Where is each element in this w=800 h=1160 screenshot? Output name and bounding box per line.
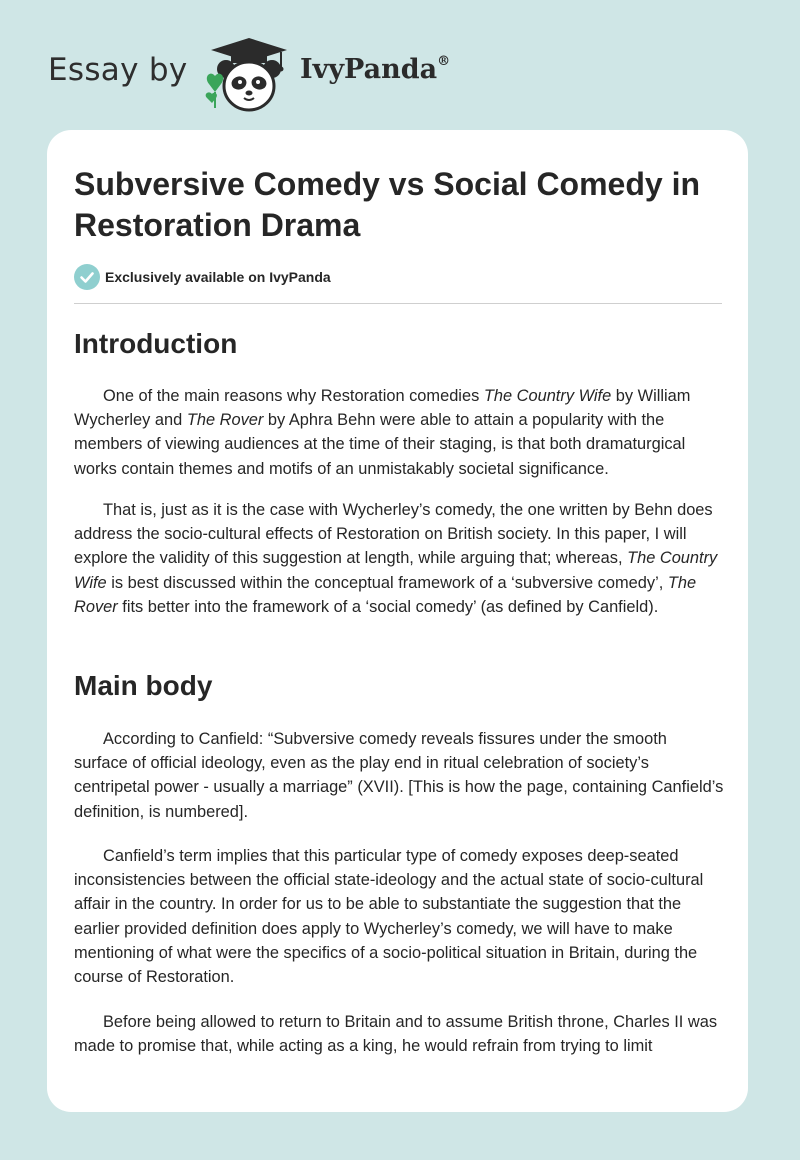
text-run: According to Canfield: “Subversive comedy reveals fissures under the smooth surface of official ideology, even as the play end in ritual celebration of society’s centripetal power - usually a marriage” (XVII). [This is how the page, containing Canfield’s definition, is numbered]. [74,730,724,821]
registered-mark: ® [437,54,451,69]
text-run: One of the main reasons why Restoration comedies [103,387,484,405]
paragraph [74,727,724,824]
work-title: The Country Wife [483,387,612,405]
site-header [48,36,608,116]
work-title: The Country Wife [74,549,718,592]
section-heading-main-body: Main body [74,670,213,701]
exclusive-label: Exclusively available on IvyPanda [105,269,331,285]
brand-name[interactable] [300,54,450,85]
page-title: Subversive Comedy vs Social Comedy in Restoration Drama [74,166,701,243]
paragraph [74,1010,724,1058]
text-run: by Aphra Behn were able to attain a popularity with the members of viewing audiences at the time of their staging, is that both dramaturgical works contain themes and motifs of an unmistakably societal significance. [74,411,686,478]
article-card [47,130,748,1112]
text-run: by William Wycherley and [74,387,691,430]
text-run: fits better into the framework of a ‘social comedy’ (as defined by Canfield). [117,597,659,616]
paragraph [74,498,724,619]
brand-label: IvyPanda [300,54,438,85]
check-circle-icon [74,264,100,290]
text-run: Canfield’s term implies that this particular type of comedy exposes deep-seated inconsistencies between the official state-ideology and the actual state of socio-cultural affair in the country. In order for us to be able to substantiate the suggestion that the earlier provided definition does apply to Wycherley’s comedy, we will have to make mentioning of what were the specifics of a socio-political situation in Britain, during the course of Restoration. [74,847,704,987]
text-run: is best discussed within the conceptual framework of a ‘subversive comedy’, [106,573,668,592]
divider [74,303,722,304]
section-heading-introduction: Introduction [74,328,238,359]
essay-by-label: Essay by [48,52,188,88]
paragraph [74,844,724,989]
text-run: That is, just as it is the case with Wycherley’s comedy, the one written by Behn does address the socio-cultural effects of Restoration on British society. In this paper, I will explore the validity of this suggestion at length, while arguing that; whereas, [74,501,713,568]
panda-graduate-logo-icon[interactable] [201,36,297,114]
exclusive-badge [74,264,331,290]
work-title: The Rover [74,573,697,616]
text-run: Before being allowed to return to Britain and to assume British throne, Charles II was made to promise that, while acting as a king, he would refrain from trying to limit [74,1013,718,1056]
paragraph [74,384,724,481]
work-title: The Rover [186,411,264,430]
